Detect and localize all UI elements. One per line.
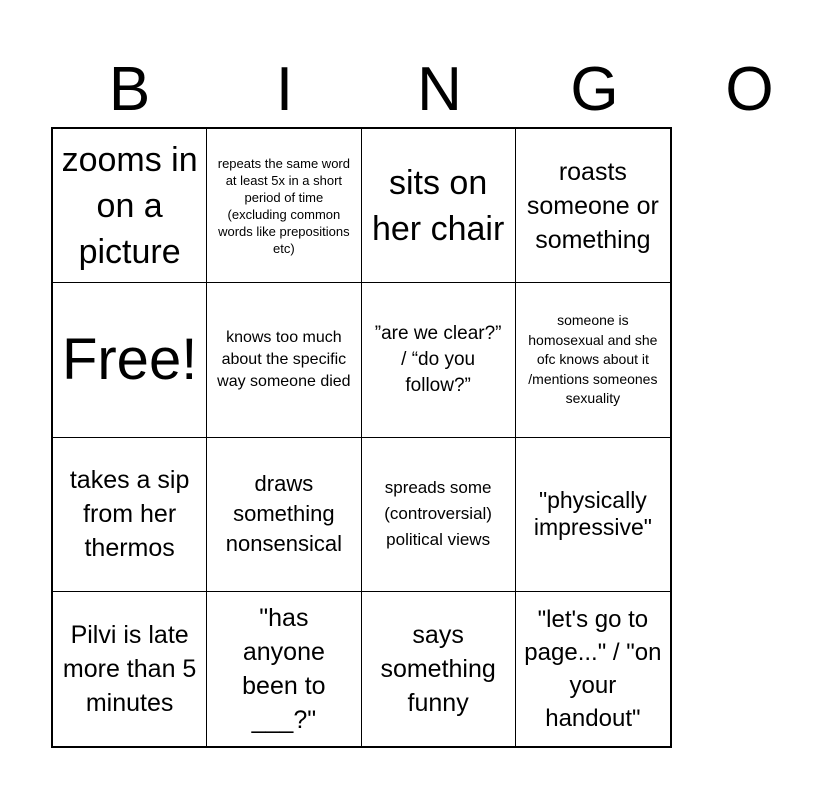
bingo-cell-text: zooms in on a picture (61, 140, 198, 271)
header-letter-o: O (725, 55, 774, 124)
bingo-cell-text: sits on her chair (371, 163, 505, 248)
bingo-cell-text: takes a sip from her thermos (69, 466, 190, 563)
bingo-cell-text: spreads some (controversial) political views (384, 478, 492, 550)
header-letter-g: G (570, 55, 619, 124)
bingo-header (52, 52, 774, 128)
bingo-cell-text: roasts someone or something (526, 157, 659, 254)
bingo-cell-text: "has anyone been to ___?" (242, 603, 326, 734)
bingo-cell-free[interactable] (53, 283, 207, 437)
bingo-cell-r4c4[interactable] (516, 592, 670, 746)
bingo-cell-r3c2[interactable] (207, 438, 361, 592)
header-letter-b: B (108, 55, 151, 124)
bingo-cell-r1c2[interactable] (207, 129, 361, 283)
bingo-cell-r1c3[interactable] (362, 129, 516, 283)
bingo-cell-text: draws something nonsensical (225, 471, 342, 557)
bingo-cell-r4c1[interactable] (53, 592, 207, 746)
bingo-cell-r4c2[interactable] (207, 592, 361, 746)
bingo-cell-r1c1[interactable] (53, 129, 207, 283)
bingo-cell-r1c4[interactable] (516, 129, 670, 283)
bingo-cell-r3c3[interactable] (362, 438, 516, 592)
bingo-cell-r2c3[interactable] (362, 283, 516, 437)
bingo-cell-text: repeats the same word at least 5x in a short period of time (excluding common words like prepositions etc) (217, 155, 350, 256)
header-letter-i: I (275, 55, 294, 124)
bingo-cell-text: "physically impressive" (533, 487, 652, 541)
bingo-cell-text: "let's go to page..." / "on your handout" (524, 605, 662, 732)
bingo-cell-r2c2[interactable] (207, 283, 361, 437)
header-letter-n: N (417, 55, 462, 124)
bingo-card-grid (51, 127, 672, 748)
bingo-cell-r4c3[interactable] (362, 592, 516, 746)
bingo-cell-text: someone is homosexual and she ofc knows about it /mentions someones sexuality (528, 312, 658, 407)
bingo-cell-text: knows too much about the specific way someone died (217, 328, 351, 390)
bingo-cell-r2c4[interactable] (516, 283, 670, 437)
free-space-text: Free! (61, 326, 198, 392)
bingo-cell-r3c4[interactable] (516, 438, 670, 592)
bingo-cell-r3c1[interactable] (53, 438, 207, 592)
bingo-cell-text: Pilvi is late more than 5 minutes (62, 620, 197, 717)
bingo-cell-text: ”are we clear?” / “do you follow?” (374, 322, 502, 396)
bingo-cell-text: says something funny (380, 620, 496, 717)
